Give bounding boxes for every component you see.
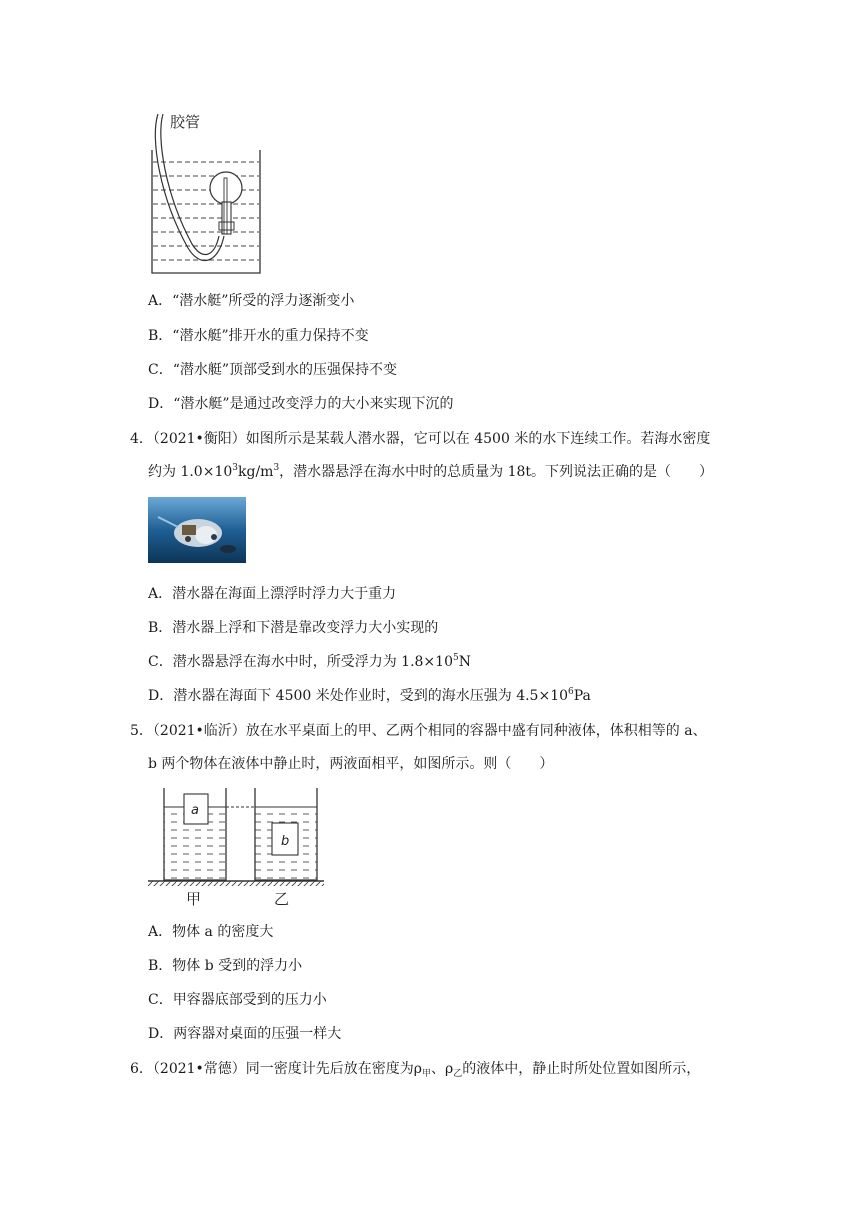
q5-label-yi: 乙	[274, 890, 290, 908]
q3-figure	[148, 108, 268, 278]
q5-option-a: A．物体 a 的密度大	[148, 924, 274, 940]
q5-option-b: B．物体 b 受到的浮力小	[148, 958, 303, 974]
q4-stem-line2: 约为 $1.0\times 10^3kg/m^3$，潜水器悬浮在海水中时的总质量为 18t。下列说法正确的是（ ）	[148, 463, 714, 480]
q5-label-jia: 甲	[186, 890, 202, 908]
q5-object-a-label: a	[191, 803, 199, 818]
q4-option-b: B．潜水器上浮和下潜是靠改变浮力大小实现的	[148, 620, 439, 636]
q5-stem-line2: b 两个物体在液体中静止时，两液面相平，如图所示。则（ ）	[148, 756, 554, 772]
q5-stem-line1: 5．（2021•临沂）放在水平桌面上的甲、乙两个相同的容器中盛有同种液体，体积相等的 a、	[130, 723, 707, 739]
q5-containers-figure	[146, 786, 326, 908]
q3-option-d: D．“潜水艇”是通过改变浮力的大小来实现下沉的	[148, 396, 454, 412]
q4-option-d: D．潜水器在海面下 4500 米处作业时，受到的海水压强为 $4.5\times 10^6Pa$	[148, 687, 591, 704]
q4-option-c: C．潜水器悬浮在海水中时，所受浮力为 $1.8\times 10^5N$	[148, 653, 471, 670]
q4-option-a: A．潜水器在海面上漂浮时浮力大于重力	[148, 586, 397, 602]
q5-option-d: D．两容器对桌面的压强一样大	[148, 1026, 342, 1042]
q3-option-c: C．“潜水艇”顶部受到水的压强保持不变	[148, 362, 398, 378]
q5-option-c: C．甲容器底部受到的压力小	[148, 992, 327, 1008]
q3-option-a: A．“潜水艇”所受的浮力逐渐变小	[148, 293, 355, 309]
q5-object-b-label: b	[281, 834, 290, 849]
q4-submersible-photo	[148, 497, 246, 563]
q3-figure-label: 胶管	[170, 113, 201, 131]
q4-stem-line1: 4．（2021•衡阳）如图所示是某载人潜水器，它可以在 4500 米的水下连续工作。若海水密度	[130, 431, 711, 447]
q3-option-b: B．“潜水艇”排开水的重力保持不变	[148, 328, 369, 344]
q6-stem-line1: 6．（2021•常德）同一密度计先后放在密度为$\rho_甲$、$\rho_乙$的液体中，静止时所处位置如图所示，	[130, 1061, 701, 1079]
